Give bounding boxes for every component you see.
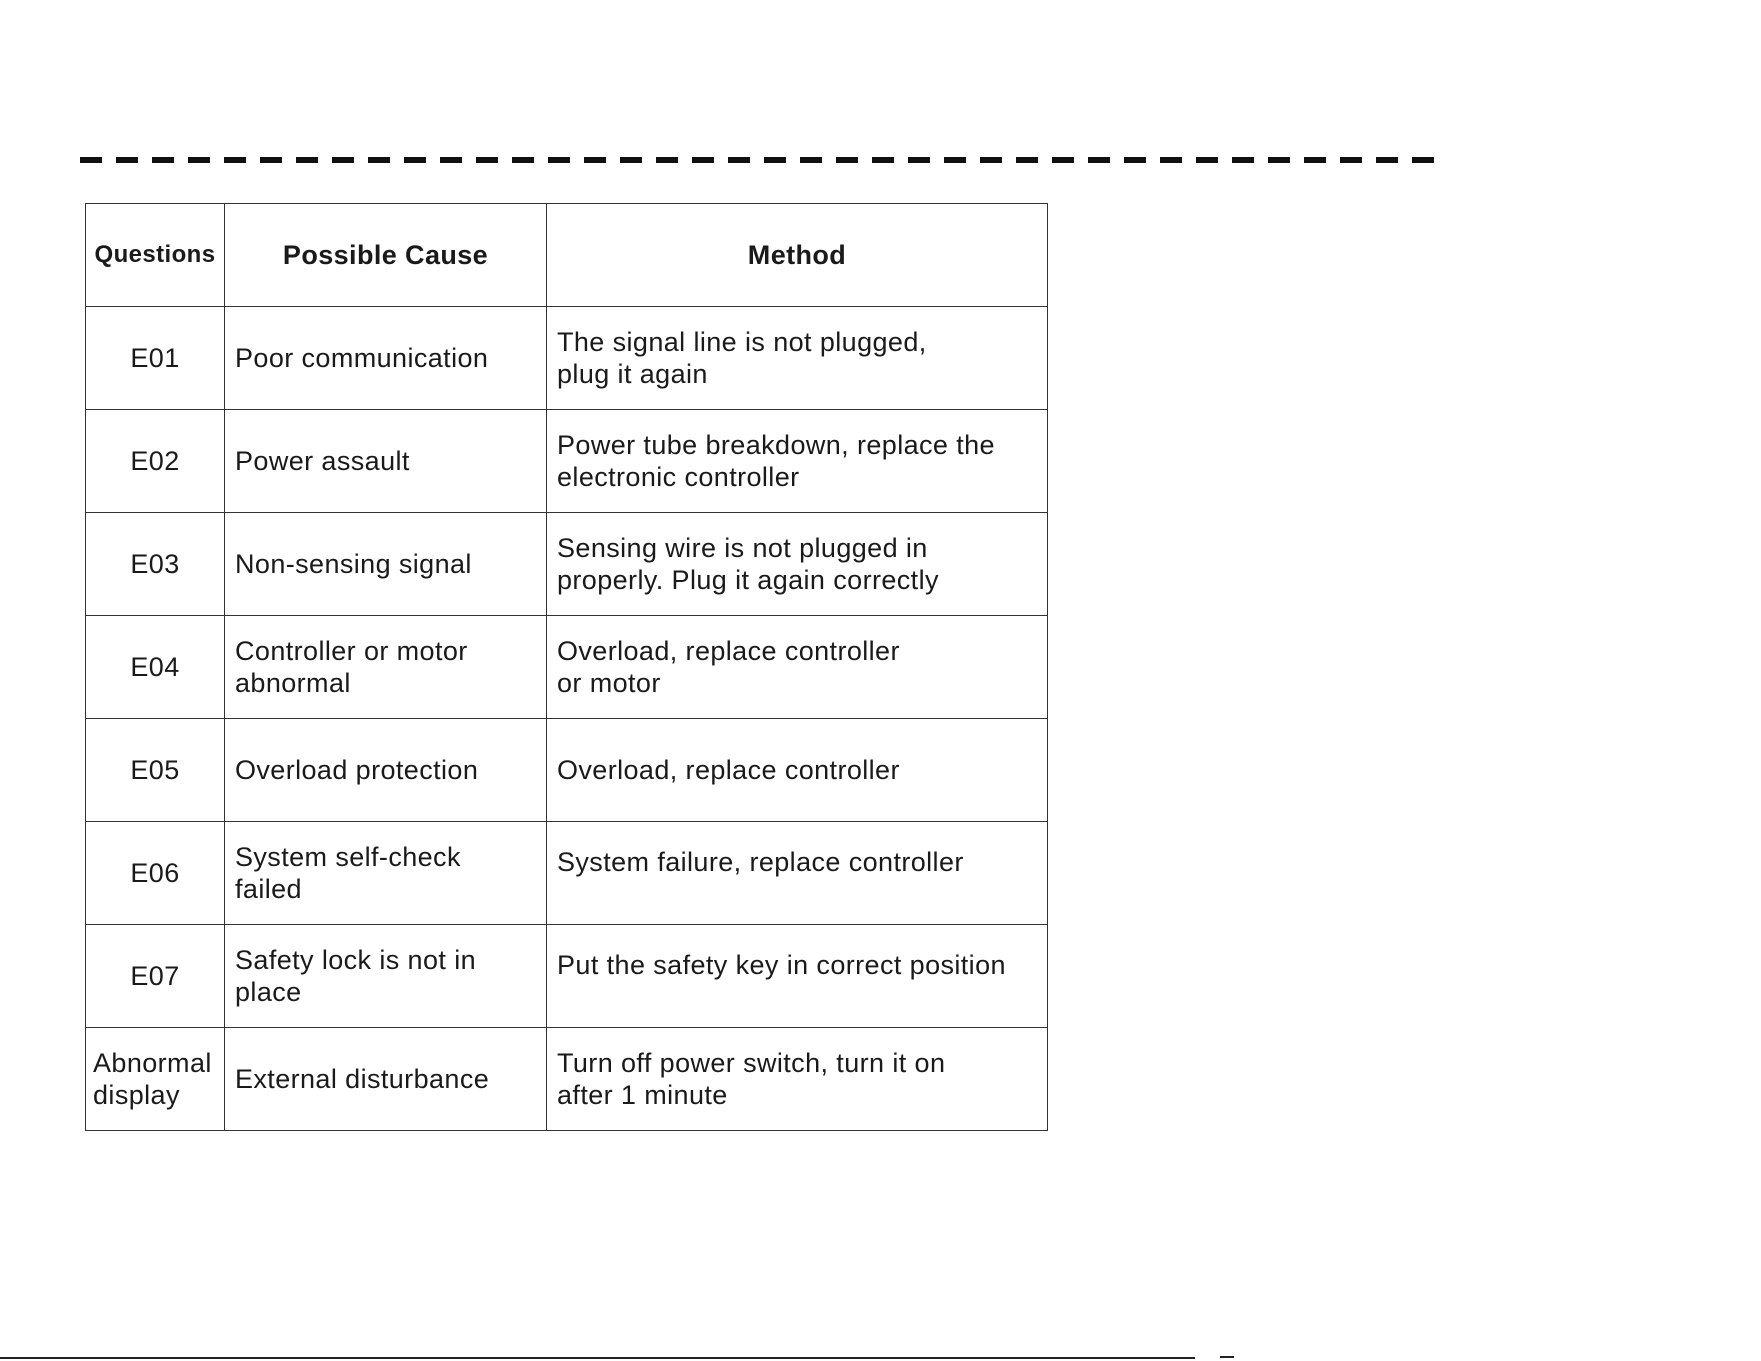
row-method: Power tube breakdown, replace the electronic controller [547,410,1048,513]
row-cause: Poor communication [225,307,547,410]
row-method: Put the safety key in correct position [547,925,1048,1028]
row-method: System failure, replace controller [547,822,1048,925]
row-code: E05 [86,719,225,822]
row-method: The signal line is not plugged, plug it again [547,307,1048,410]
row-method: Turn off power switch, turn it on after 1 minute [547,1028,1048,1131]
bottom-rule [0,1357,1195,1359]
table-row [86,513,1048,616]
row-cause: Safety lock is not in place [225,925,547,1028]
row-code: E03 [86,513,225,616]
fault-code-table [85,203,1048,1131]
table-row [86,925,1048,1028]
row-cause: Power assault [225,410,547,513]
table-row [86,616,1048,719]
row-code: E06 [86,822,225,925]
table-row [86,410,1048,513]
dashed-divider [80,157,1440,163]
table-row [86,822,1048,925]
row-code: Abnormal display [86,1028,225,1131]
table-header-row [86,204,1048,307]
table-row [86,719,1048,822]
header-possible-cause: Possible Cause [225,204,547,307]
bottom-tick-mark [1220,1356,1234,1358]
row-code: E04 [86,616,225,719]
row-method: Sensing wire is not plugged in properly. Plug it again correctly [547,513,1048,616]
row-cause: External disturbance [225,1028,547,1131]
table-row [86,1028,1048,1131]
fault-code-table-container [85,203,1048,1131]
row-cause: Controller or motor abnormal [225,616,547,719]
header-method: Method [547,204,1048,307]
row-code: E07 [86,925,225,1028]
row-cause: System self-check failed [225,822,547,925]
row-code: E01 [86,307,225,410]
row-method: Overload, replace controller [547,719,1048,822]
row-code: E02 [86,410,225,513]
row-cause: Non-sensing signal [225,513,547,616]
row-cause: Overload protection [225,719,547,822]
header-questions: Questions [86,204,225,307]
row-method: Overload, replace controller or motor [547,616,1048,719]
table-row [86,307,1048,410]
